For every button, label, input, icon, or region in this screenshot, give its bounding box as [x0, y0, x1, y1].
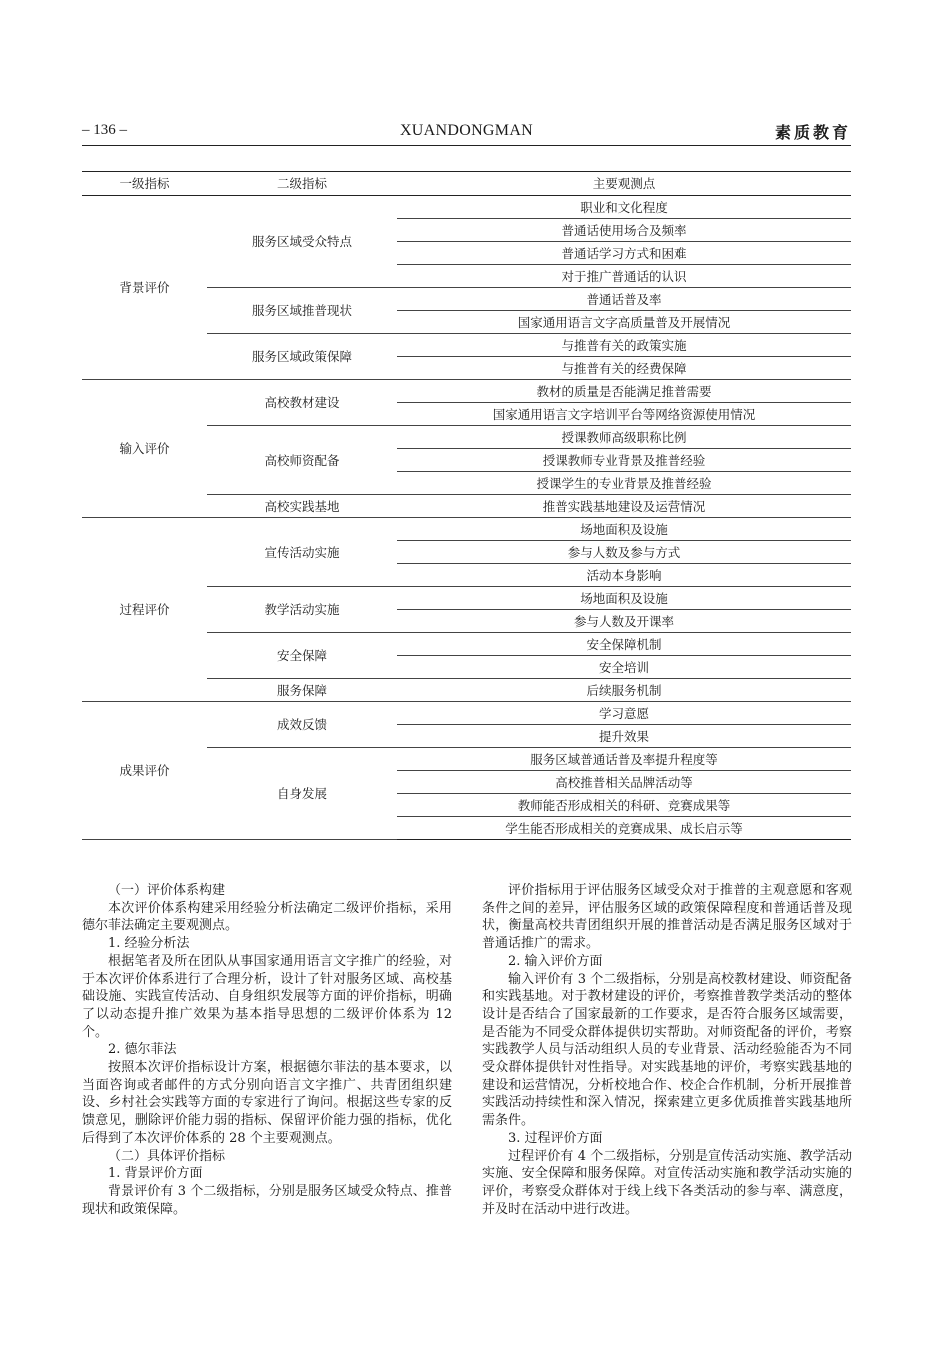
observation-point: 与推普有关的政策实施: [397, 334, 851, 357]
observation-point: 参与人数及开课率: [397, 610, 851, 633]
section-heading: 2. 输入评价方面: [508, 953, 603, 969]
header-level2: 二级指标: [207, 172, 397, 196]
level2-indicator: 服务区域政策保障: [207, 334, 397, 380]
level2-indicator: 教学活动实施: [207, 587, 397, 633]
level1-indicator: 成果评价: [82, 702, 207, 840]
level1-indicator: 输入评价: [82, 380, 207, 518]
header-observation: 主要观测点: [397, 172, 851, 196]
observation-point: 普通话学习方式和困难: [397, 242, 851, 265]
observation-point: 后续服务机制: [397, 679, 851, 702]
observation-point: 普通话使用场合及频率: [397, 219, 851, 242]
observation-point: 学生能否形成相关的竞赛成果、成长启示等: [397, 817, 851, 840]
level2-indicator: 宣传活动实施: [207, 518, 397, 587]
observation-point: 授课教师专业背景及推普经验: [397, 449, 851, 472]
body-paragraph: 按照本次评价指标设计方案，根据德尔菲法的基本要求，以当面咨询或者邮件的方式分别向语言文字推广、共青团组织建设、乡村社会实践等方面的专家进行了询问。根据这些专家的反馈意见，删除评价能力弱的指标、保留评价能力强的指标，优化后得到了本次评价体系的 28 个主要观测点。: [82, 1060, 452, 1146]
observation-point: 与推普有关的经费保障: [397, 357, 851, 380]
observation-point: 安全保障机制: [397, 633, 851, 656]
body-paragraph: 评价指标用于评估服务区域受众对于推普的主观意愿和客观条件之间的差异，评估服务区域的政策保障程度和普通话普及现状，衡量高校共青团组织开展的推普活动是否满足服务区域对于普通话推广的需求。: [482, 883, 852, 952]
observation-point: 场地面积及设施: [397, 518, 851, 541]
observation-point: 学习意愿: [397, 702, 851, 725]
observation-point: 国家通用语言文字培训平台等网络资源使用情况: [397, 403, 851, 426]
table-row: [82, 518, 851, 541]
body-paragraph: 本次评价体系构建采用经验分析法确定二级评价指标，采用德尔菲法确定主要观测点。: [82, 900, 452, 934]
body-paragraph: 过程评价有 4 个二级指标，分别是宣传活动实施、教学活动实施、安全保障和服务保障。对宣传活动实施和教学活动实施的评价，考察受众群体对于线上线下各类活动的参与率、满意度，并及时在活动中进行改进。: [482, 1148, 852, 1217]
observation-point: 高校推普相关品牌活动等: [397, 771, 851, 794]
observation-point: 对于推广普通话的认识: [397, 265, 851, 288]
observation-point: 场地面积及设施: [397, 587, 851, 610]
level2-indicator: 服务区域推普现状: [207, 288, 397, 334]
level1-indicator: 过程评价: [82, 518, 207, 702]
level2-indicator: 安全保障: [207, 633, 397, 679]
observation-point: 推普实践基地建设及运营情况: [397, 495, 851, 518]
observation-point: 参与人数及参与方式: [397, 541, 851, 564]
right-column: [482, 882, 852, 1218]
observation-point: 授课教师高级职称比例: [397, 426, 851, 449]
level2-indicator: 服务保障: [207, 679, 397, 702]
observation-point: 授课学生的专业背景及推普经验: [397, 472, 851, 495]
level2-indicator: 高校教材建设: [207, 380, 397, 426]
observation-point: 职业和文化程度: [397, 196, 851, 219]
section-heading: 1. 经验分析法: [108, 936, 190, 952]
level2-indicator: 高校实践基地: [207, 495, 397, 518]
header-level1: 一级指标: [82, 172, 207, 196]
evaluation-table: [82, 171, 851, 840]
table-row: [82, 380, 851, 403]
table-header-row: [82, 172, 851, 196]
table-row: [82, 196, 851, 219]
section-heading: （一）评价体系构建: [108, 883, 226, 898]
section-heading: （二）具体评价指标: [108, 1148, 226, 1164]
body-paragraph: 输入评价有 3 个二级指标，分别是高校教材建设、师资配备和实践基地。对于教材建设的评价，考察推普教学类活动的整体设计是否结合了国家最新的工作要求，是否符合服务区域需要，是否能为不同受众群体提供切实帮助。对师资配备的评价，考察实践教学人员与活动组织人员的专业背景、活动经验能否为不同受众群体提供针对性指导。对实践基地的评价，考察实践基地的建设和运营情况，分析校地合作、校企合作机制，分析开展推普实践活动持续性和深入情况，探索建立更多优质推普实践基地所需条件。: [482, 971, 852, 1129]
observation-point: 教师能否形成相关的科研、竞赛成果等: [397, 794, 851, 817]
observation-point: 服务区域普通话普及率提升程度等: [397, 748, 851, 771]
body-paragraph: 根据笔者及所在团队从事国家通用语言文字推广的经验，对于本次评价体系进行了合理分析，设计了针对服务区域、高校基础设施、实践宣传活动、自身组织发展等方面的评价指标，明确了以动态提升推广效果为基本指导思想的二级评价体系为 12 个。: [82, 953, 452, 1040]
observation-point: 普通话普及率: [397, 288, 851, 311]
journal-name: XUANDONGMAN: [399, 122, 534, 139]
header-rule: [82, 145, 851, 146]
level2-indicator: 自身发展: [207, 748, 397, 840]
table-row: [82, 702, 851, 725]
level2-indicator: 高校师资配备: [207, 426, 397, 495]
observation-point: 活动本身影响: [397, 564, 851, 587]
page-header: [82, 122, 851, 146]
observation-point: 安全培训: [397, 656, 851, 679]
observation-point: 提升效果: [397, 725, 851, 748]
section-heading: 3. 过程评价方面: [508, 1130, 603, 1146]
observation-point: 教材的质量是否能满足推普需要: [397, 380, 851, 403]
level2-indicator: 服务区域受众特点: [207, 196, 397, 288]
section-name: 素质教育: [774, 123, 851, 142]
level1-indicator: 背景评价: [82, 196, 207, 380]
level2-indicator: 成效反馈: [207, 702, 397, 748]
page-number: – 136 –: [82, 122, 127, 138]
section-heading: 2. 德尔菲法: [108, 1042, 177, 1058]
section-heading: 1. 背景评价方面: [108, 1166, 203, 1182]
body-paragraph: 背景评价有 3 个二级指标，分别是服务区域受众特点、推普现状和政策保障。: [82, 1183, 452, 1217]
observation-point: 国家通用语言文字高质量普及开展情况: [397, 311, 851, 334]
left-column: [82, 882, 452, 1218]
